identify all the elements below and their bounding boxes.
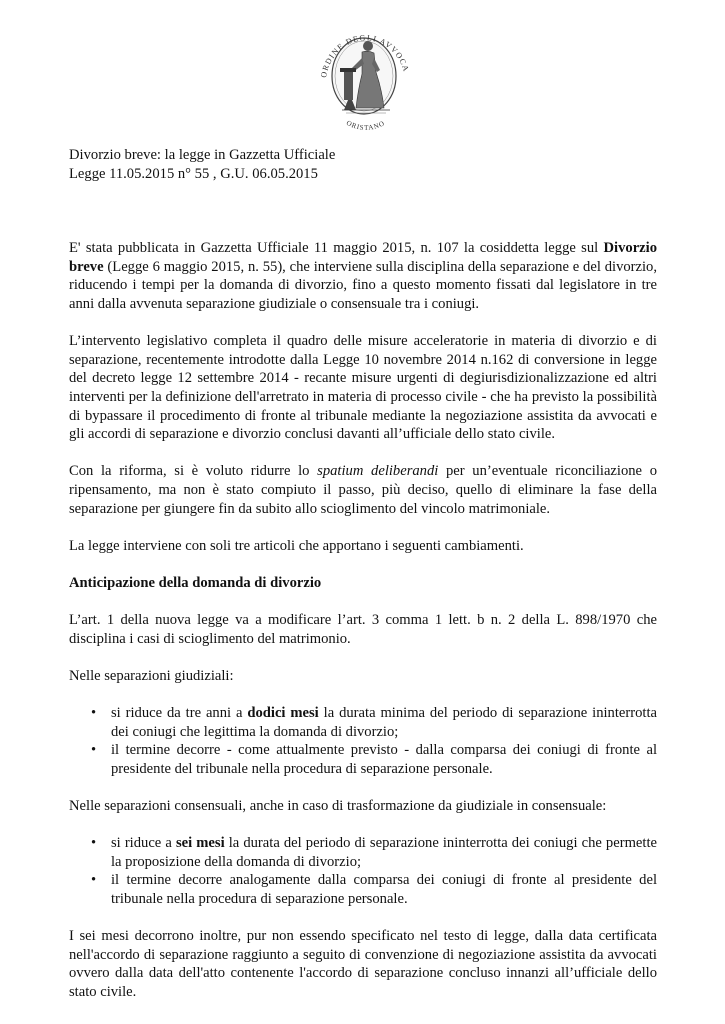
seal-woman-figure-icon — [312, 12, 416, 138]
svg-text:ORISTANO: ORISTANO — [344, 118, 387, 132]
paragraph-reform: Con la riforma, si è voluto ridurre lo spatium deliberandi per un’eventuale riconciliazione o ripensamento, ma non è stato compiuto il passo, più deciso, quello di eliminare la fase della separazione per giungere fin da subito allo scioglimento del vincolo matrimoniale. — [69, 463, 657, 517]
svg-text:ORDINE DEGLI AVVOCATI: ORDINE DEGLI AVVOCA — [319, 33, 411, 79]
paragraph-consensual: Nelle separazioni consensuali, anche in caso di trasformazione da giudiziale in consensuale: — [69, 798, 607, 814]
consensual-list — [69, 834, 657, 908]
list-item: • il termine decorre analogamente dalla comparsa dei coniugi di fronte al presidente del tribunale nella procedura di separazione personale. — [111, 871, 657, 908]
document-body — [69, 146, 657, 1020]
paragraph-six-months: I sei mesi decorrono inoltre, pur non essendo specificato nel testo di legge, dalla data certificata nell'accordo di separazione raggiunto a seguito di convenzione di negoziazione assistita da avvocati ovvero dalla data dell'atto contenente l'accordo di separazione concluso innanzi all’ufficiale dello stato civile. — [69, 928, 657, 1000]
paragraph-art1: L’art. 1 della nuova legge va a modificare l’art. 3 comma 1 lett. b n. 2 della L. 898/1970 che disciplina i casi di scioglimento del matrimonio. — [69, 612, 657, 647]
law-reference: Legge 11.05.2015 n° 55 , G.U. 06.05.2015 — [69, 165, 318, 182]
bar-association-seal — [312, 12, 416, 138]
list-item: • il termine decorre - come attualmente previsto - dalla comparsa dei coniugi di fronte al presidente del tribunale nella procedura di separazione personale. — [111, 741, 657, 778]
spacer — [69, 183, 657, 239]
section-heading: Anticipazione della domanda di divorzio — [69, 574, 322, 591]
list-item: • si riduce a sei mesi la durata del periodo di separazione ininterrotta dei coniugi che permette la proposizione della domanda di divorzio; — [111, 834, 657, 871]
paragraph-context: L’intervento legislativo completa il quadro delle misure acceleratorie in materia di divorzio e di separazione, recentemente introdotte dalla Legge 10 novembre 2014 n.162 di conversione in legge del decreto legge 12 settembre 2014 - recante misure urgenti di degiurisdizionalizzazione ed altri interventi per la definizione dell'arretrato in materia di processo civile - che ha previsto la possibilità di bypassare il procedimento di fronte al tribunale mediante la negoziazione assistita da avvocati e gli accordi di separazione e divorzio conclusi davanti all’ufficiale dello stato civile. — [69, 333, 657, 443]
paragraph-intro: E' stata pubblicata in Gazzetta Ufficiale 11 maggio 2015, n. 107 la cosiddetta legge sul Divorzio breve (Legge 6 maggio 2015, n. 55), che interviene sulla disciplina della separazione e del divorzio, riducendo i tempi per la domanda di divorzio, fino a questo momento fissati dal legislatore in tre anni dalla avvenuta separazione giudiziale o consensuale tra i coniugi. — [69, 240, 657, 312]
italic-term: spatium deliberandi — [317, 463, 439, 480]
paragraph-judicial: Nelle separazioni giudiziali: — [69, 667, 234, 684]
paragraph-articles: La legge interviene con soli tre articoli che apportano i seguenti cambiamenti. — [69, 537, 524, 554]
list-item: • si riduce da tre anni a dodici mesi la durata minima del periodo di separazione ininterrotta dei coniugi che legittima la domanda di divorzio; — [111, 704, 657, 741]
judicial-list — [69, 704, 657, 778]
document-title: Divorzio breve: la legge in Gazzetta Ufficiale — [69, 147, 336, 163]
bold-term: Divorzio breve — [69, 240, 657, 275]
